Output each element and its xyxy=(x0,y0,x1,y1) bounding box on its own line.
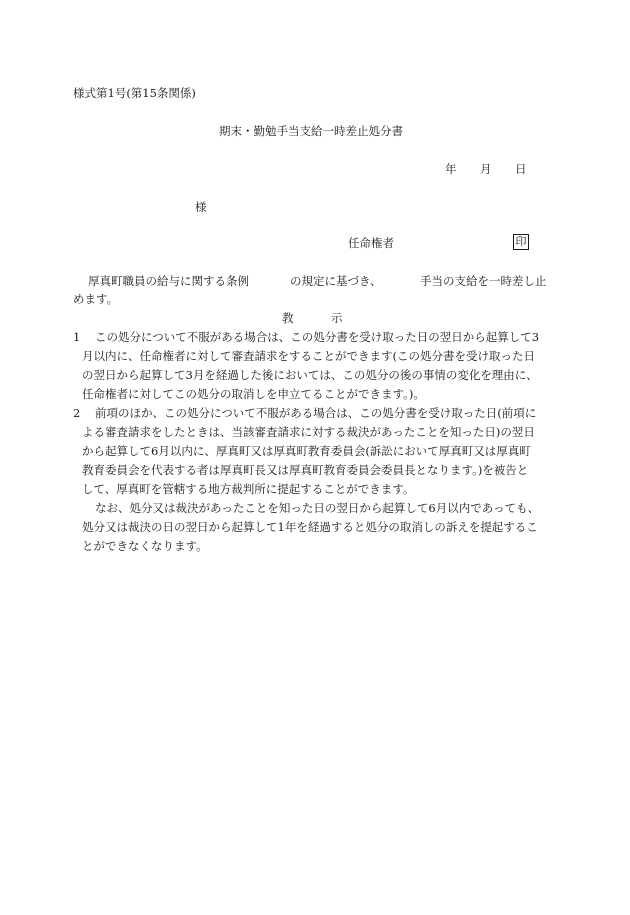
item-1-line-1: この処分について不服がある場合は、この処分書を受け取った日の翌日から起算して3 xyxy=(95,330,540,344)
item-1-line-3: の翌日から起算して3月を経過した後においては、この処分の後の事情の変化を理由に、 xyxy=(82,368,538,382)
note-line-2: 処分又は裁決の日の翌日から起算して1年を経過すると処分の取消しの訴えを提起するこ xyxy=(82,520,538,534)
item-2-number: 2 xyxy=(73,406,81,420)
date-month-label: 月 xyxy=(480,162,492,176)
item-2-line-3: から起算して6月以内に、厚真町又は厚真町教育委員会(訴訟において厚真町又は厚真町 xyxy=(82,444,531,458)
seal-mark: 印 xyxy=(513,234,529,250)
body-ordinance: 厚真町職員の給与に関する条例 xyxy=(88,274,249,288)
date-year-label: 年 xyxy=(445,162,457,176)
body-suspension: 手当の支給を一時差し止 xyxy=(420,274,547,288)
item-2-line-5: して、厚真町を管轄する地方裁判所に提起することができます。 xyxy=(82,482,415,496)
item-1-line-4: 任命権者に対してこの処分の取消しを申立てることができます。)。 xyxy=(82,387,425,401)
item-1-line-2: 月以内に、任命権者に対して審査請求をすることができます(この処分書を受け取った日 xyxy=(82,349,535,363)
date-day-label: 日 xyxy=(515,162,527,176)
notice-title-right: 示 xyxy=(331,311,343,325)
body-basis: の規定に基づき、 xyxy=(290,274,382,288)
notice-title-left: 教 xyxy=(282,311,294,325)
item-2-line-4: 教育委員会を代表する者は厚真町長又は厚真町教育委員会委員長となります。)を被告と xyxy=(82,463,529,477)
note-line-1: なお、処分又は裁決があったことを知った日の翌日から起算して6月以内であっても、 xyxy=(95,501,540,515)
note-line-3: とができなくなります。 xyxy=(82,539,208,553)
item-1-number: 1 xyxy=(73,330,81,344)
appointer-label: 任命権者 xyxy=(348,236,394,250)
form-label: 様式第1号(第15条関係) xyxy=(73,86,196,100)
document-title: 期末・勤勉手当支給一時差止処分書 xyxy=(219,124,403,138)
item-2-line-1: 前項のほか、この処分について不服がある場合は、この処分書を受け取った日(前項に xyxy=(95,406,537,420)
addressee-suffix: 様 xyxy=(195,200,207,214)
body-line-2: めます。 xyxy=(73,292,119,306)
item-2-line-2: よる審査請求をしたときは、当該審査請求に対する裁決があったことを知った日)の翌日 xyxy=(82,425,535,439)
